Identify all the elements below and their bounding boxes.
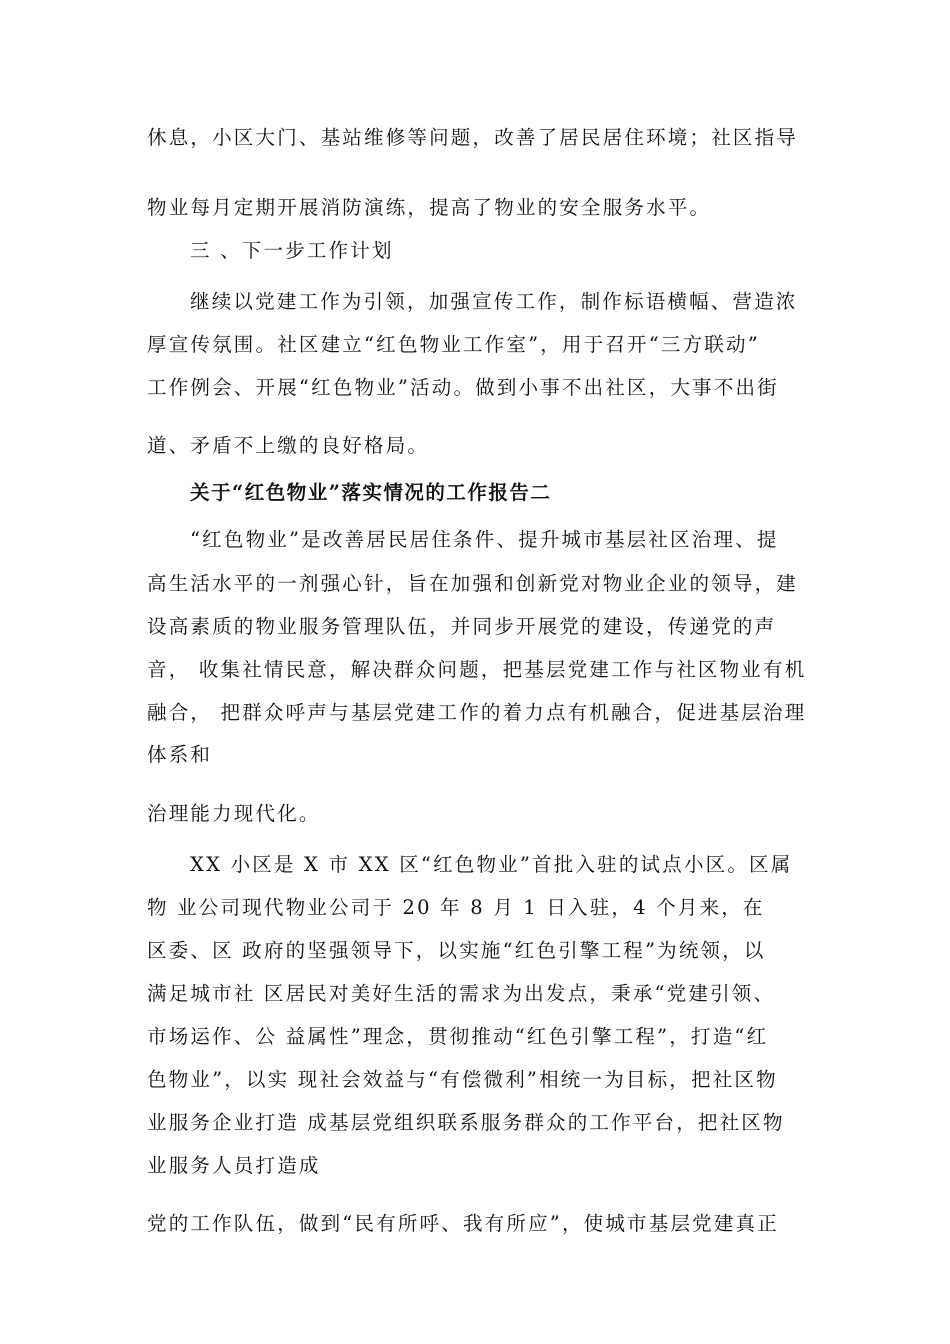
paragraph-line: 治理能力现代化。 [147, 802, 321, 825]
section-heading: 三 、下一步工作计划 [190, 239, 394, 262]
paragraph-line: 工作例会、开展“红色物业”活动。做到小事不出社区，大事不出街 [147, 376, 779, 399]
paragraph-line: 色物业”，以实 现社会效益与“有偿微利”相统一为目标，把社区物 [147, 1068, 778, 1091]
paragraph-line: 物业每月定期开展消防演练，提高了物业的安全服务水平。 [147, 196, 712, 219]
paragraph-line: 市场运作、公 益属性”理念，贯彻推动“红色引擎工程”，打造“红 [147, 1025, 769, 1048]
paragraph-line: 继续以党建工作为引领，加强宣传工作，制作标语横幅、营造浓 [190, 290, 798, 313]
report-title: 关于“红色物业”落实情况的工作报告二 [190, 481, 552, 504]
paragraph-line: 厚宣传氛围。社区建立“红色物业工作室”，用于召开“三方联动” [147, 333, 760, 356]
paragraph-line: 党的工作队伍，做到“民有所呼、我有所应”，使城市基层党建真正 [147, 1212, 779, 1235]
paragraph-line: 体系和 [147, 743, 213, 766]
paragraph-line: 设高素质的物业服务管理队伍，并同步开展党的建设，传递党的声 [147, 615, 777, 638]
paragraph-line: 音， 收集社情民意，解决群众问题，把基层党建工作与社区物业有机 [147, 658, 807, 681]
paragraph-line: XX 小区是 X 市 XX 区“红色物业”首批入驻的试点小区。区属 [190, 853, 793, 876]
paragraph-line: 物 业公司现代物业公司于 20 年 8 月 1 日入驻，4 个月来，在 [147, 896, 765, 919]
paragraph-line: 休息，小区大门、基站维修等问题，改善了居民居住环境；社区指导 [147, 126, 799, 149]
paragraph-line: 满足城市社 区居民对美好生活的需求为出发点，秉承“党建引领、 [147, 982, 776, 1005]
paragraph-line: 融合， 把群众呼声与基层党建工作的着力点有机融合，促进基层治理 [147, 701, 807, 724]
paragraph-line: 业服务人员打造成 [147, 1154, 321, 1177]
paragraph-line: 区委、区 政府的坚强领导下，以实施“红色引擎工程”为统领，以 [147, 939, 766, 962]
paragraph-line: 高生活水平的一剂强心针，旨在加强和创新党对物业企业的领导，建 [147, 572, 799, 595]
paragraph-line: 道、矛盾不上缴的良好格局。 [147, 434, 430, 457]
paragraph-line: 业服务企业打造 成基层党组织联系服务群众的工作平台，把社区物 [147, 1111, 785, 1134]
paragraph-line: “红色物业”是改善居民居住条件、提升城市基层社区治理、提 [190, 528, 779, 551]
